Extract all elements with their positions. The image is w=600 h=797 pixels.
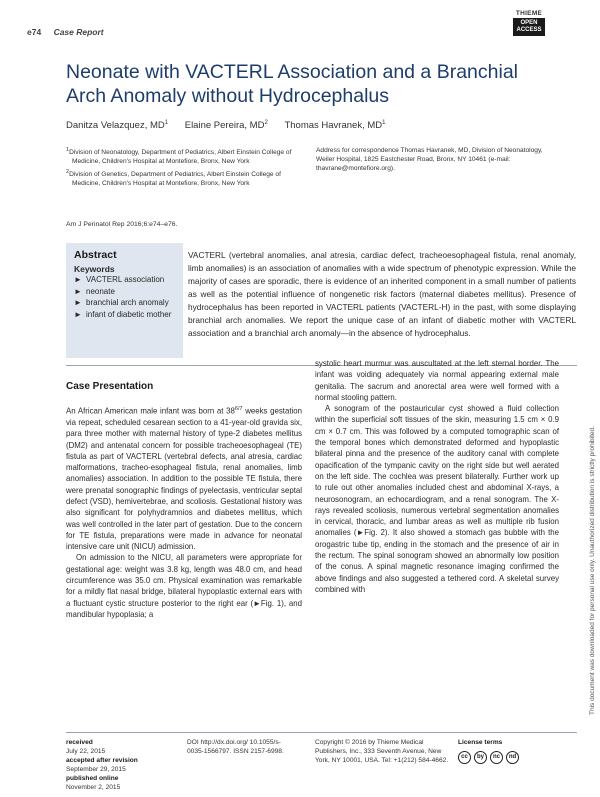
affiliations (66, 146, 296, 189)
nd-icon: nd (506, 751, 519, 764)
correspondence: Address for correspondence Thomas Havranek, MD, Division of Neonatology, Weiler Hospital, 1825 Eastchester Road, Bronx, NY 10461 (e-mail: thavrane@montefiore.org). (316, 147, 543, 173)
article-title: Neonate with VACTERL Association and a Branchial Arch Anomaly without Hydrocephalus (66, 61, 518, 107)
paragraph: An African American male infant was born at $38^{6/7}$ weeks gestation via repeat, scheduled cesarean section to a 41-year-old gravida six, para three mother with maternal history of type-2 diabetes mellitus (DM2) and antenatal concern for possible tracheoesophageal (TE) fistula as part of VACTERL (vertebral defects, anal atresia, cardiac malformations, tracheo-esophageal fistula, renal anomalies, limb anomalies) association. In addition to the possible TE fistula, there were prenatal sonographic findings of pyelectasis, ventricular septal defect (VSD), hemivertebrae, and scoliosis. Gestational history was also significant for polyhydramnios and diabetes mellitus, which was well controlled in the later part of gestation. Due to the concern for TE fistula, preparations were made in advance for neonatal intensive care unit (NICU) admission. (66, 406, 302, 552)
keyword-list (74, 274, 175, 320)
accepted-date: September 29, 2015 (66, 766, 126, 773)
keyword-item: ► infant of diabetic mother (74, 309, 172, 319)
publisher-name: THIEME (515, 10, 543, 17)
doi-block: DOI http://dx.doi.org/ 10.1055/s-0035-1566797. ISSN 2157-6998. (187, 739, 284, 755)
abstract-heading: Abstract (74, 249, 117, 261)
license-icons (458, 751, 558, 764)
running-header (27, 27, 104, 37)
badge-line-1: OPEN (520, 20, 538, 26)
cc-icon: cc (458, 751, 471, 764)
paragraph: systolic heart murmur was auscultated at the left sternal border. The infant was voiding adequately via normal appearing external male genitalia. The sacrum and anorectal area were well formed with a normal stooling pattern. (315, 359, 559, 402)
author: Elaine Pereira, $MD^2$ (184, 120, 268, 132)
section-heading: Case Presentation (66, 381, 154, 392)
abstract-sidebar (66, 243, 183, 358)
by-icon: by (474, 751, 487, 764)
page-number: e74 (27, 27, 42, 37)
author: Thomas Havranek, $MD^1$ (284, 120, 386, 132)
author-list (66, 120, 385, 131)
received-label: received (66, 739, 93, 746)
section-label: Case Report (53, 27, 104, 37)
citation: Am J Perinatol Rep 2016;6:e74–e76. (66, 221, 178, 228)
author: Danitza Velazquez, $MD^1$ (66, 120, 169, 132)
badge-line-2: ACCESS (516, 27, 542, 33)
affiliation: $^2$Division of Genetics, Department of Pediatrics, Albert Einstein College of Medicine, Children's Hospital at Montefiore, Bronx, New York (66, 168, 281, 187)
license-block (458, 738, 558, 764)
keyword-item: ► VACTERL association (74, 275, 165, 284)
license-label: License terms (458, 739, 503, 746)
paragraph: On admission to the NICU, all parameters were appropriate for gestational age: weight was 3.8 kg, length was 48.0 cm, and head circumference was 35.0 cm. Physical examination was remarkable for a mildly flat nasal bridge, bilateral hypoplastic external ears with a fluctuant cystic structure posterior to the right ear (►Fig. 1), and mandibular hypoplasia; a (66, 553, 302, 619)
divider (66, 732, 577, 733)
keyword-item: ► branchial arch anomaly (74, 298, 169, 307)
keyword-item: ► neonate (74, 286, 115, 296)
open-access-badge (513, 18, 545, 36)
copyright-block: Copyright © 2016 by Thieme Medical Publishers, Inc., 333 Seventh Avenue, New York, NY 10001, USA. Tel: +1(212) 584-4662. (315, 739, 449, 764)
download-notice-text: This document was downloaded for personal use only. Unauthorized distribution is strictly prohibited. (589, 426, 596, 715)
accepted-label: accepted after revision (66, 757, 138, 764)
body-column-right (315, 358, 559, 595)
download-notice (581, 175, 596, 715)
published-date: November 2, 2015 (66, 784, 121, 791)
paragraph: A sonogram of the postauricular cyst showed a fluid collection within the superficial soft tissues of the skin, measuring 1.5 cm × 0.9 cm × 0.7 cm. This was followed by a computed tomographic scan of the temporal bones which demonstrated deformed and hypoplastic bilateral pinna and the presence of the auditory canal with complete opacification of the tympanic cavity on the right side but well aerated on the left side. The cochlea was present bilaterally. Further work up to rule out other anomalies included chest and abdominal X-rays, a neurosonogram, an echocardiogram, and a renal sonogram. The X-rays revealed scoliosis, numerous vertebral segmentation anomalies in cervical, thoracic, and lumbar areas as well as multiple rib fusion anomalies (►Fig. 2). It also showed a stomach gas bubble with the orogastric tube tip, ending in the stomach and the presence of air in the rectum. The spinal sonogram showed an abnormally low position of the conus. A spinal magnetic resonance imaging confirmed the above findings and also suggested a tethered cord. A skeletal survey combined with (315, 404, 559, 594)
dates-block (66, 738, 176, 792)
abstract-text: VACTERL (vertebral anomalies, anal atresia, cardiac defect, tracheoesophageal fistula, renal anomaly, limb anomalies) is an association of anomalies with a wide spectrum of phenotypic expression. While the majority of cases are sporadic, there is evidence of an inherited component in a small number of patients as well as the potential influence of nongenetic risk factors (maternal diabetes mellitus). Presence of hydrocephalus has been reported in VACTERL patients (VACTERL-H) in the past, with some displaying branchial arch anomalies. We report the unique case of an infant of diabetic mother with VACTERL association and a branchial arch anomaly—in the absence of hydrocephalus. (188, 250, 576, 338)
body-column-left (66, 404, 302, 620)
keywords-heading: Keywords (74, 264, 115, 274)
nc-icon: nc (490, 751, 503, 764)
affiliation: $^1$Division of Neonatology, Department of Pediatrics, Albert Einstein College of Medicine, Children's Hospital at Montefiore, Bronx, New York (66, 147, 292, 166)
publisher-logo (513, 10, 545, 36)
published-label: published online (66, 775, 119, 782)
received-date: July 22, 2015 (66, 748, 106, 755)
